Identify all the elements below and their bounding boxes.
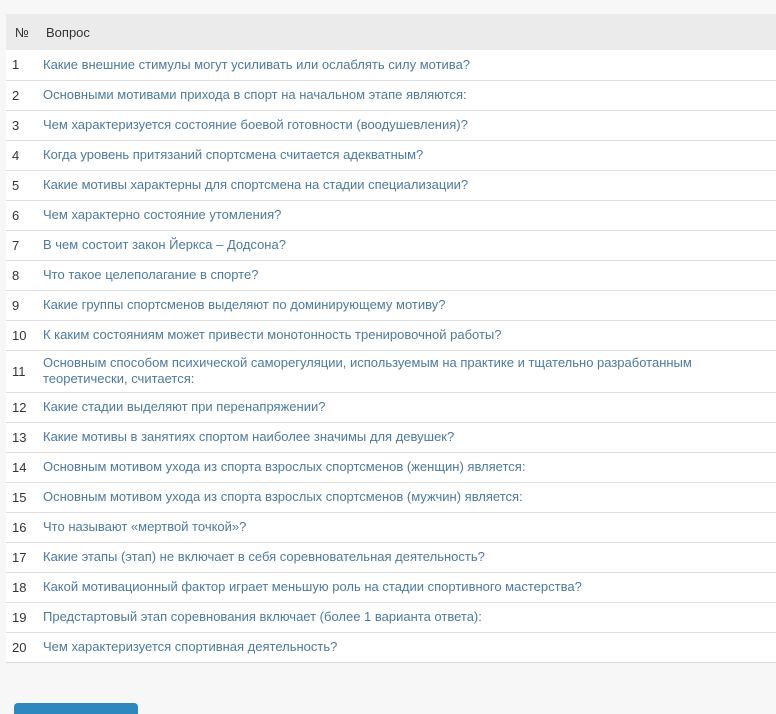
- row-number: 1: [12, 57, 20, 73]
- question-cell: [37, 80, 776, 110]
- question-link[interactable]: Чем характеризуется спортивная деятельность?: [43, 639, 338, 654]
- row-number: 8: [12, 267, 20, 283]
- question-cell: [37, 170, 776, 200]
- question-cell: [37, 632, 776, 662]
- column-header-number: №: [15, 24, 29, 40]
- row-number: 10: [12, 327, 27, 343]
- row-number: 15: [12, 489, 27, 505]
- question-cell: [37, 422, 776, 452]
- row-number: 4: [12, 147, 20, 163]
- table-row: [6, 392, 776, 422]
- question-link[interactable]: Что называют «мертвой точкой»?: [43, 519, 247, 534]
- question-link[interactable]: Какие стадии выделяют при перенапряжении?: [43, 399, 326, 414]
- table-header: [6, 14, 776, 50]
- table-row: [6, 542, 776, 572]
- question-link[interactable]: Чем характерно состояние утомления?: [43, 207, 282, 222]
- question-cell: [37, 110, 776, 140]
- questions-table: [6, 14, 776, 663]
- table-row: [6, 80, 776, 110]
- row-number: 19: [12, 609, 27, 625]
- questions-table-container: [6, 14, 776, 663]
- question-link[interactable]: Когда уровень притязаний спортсмена считается адекватным?: [43, 147, 424, 162]
- submit-button[interactable]: [14, 703, 138, 714]
- question-cell: [37, 392, 776, 422]
- row-number: 14: [12, 459, 27, 475]
- table-row: [6, 422, 776, 452]
- question-cell: [37, 50, 776, 80]
- question-cell: [37, 572, 776, 602]
- row-number: 17: [12, 549, 27, 565]
- row-number: 16: [12, 519, 27, 535]
- table-row: [6, 452, 776, 482]
- table-body: [6, 50, 776, 662]
- row-number: 12: [12, 399, 27, 415]
- question-link[interactable]: В чем состоит закон Йеркса – Додсона?: [43, 237, 286, 252]
- row-number: 9: [12, 297, 20, 313]
- table-header-row: [6, 14, 776, 50]
- question-cell: [37, 602, 776, 632]
- question-cell: [37, 200, 776, 230]
- table-row: [6, 320, 776, 350]
- row-number: 11: [12, 363, 26, 379]
- question-link[interactable]: Какие мотивы в занятиях спортом наиболее значимы для девушек?: [43, 429, 455, 444]
- table-row: [6, 632, 776, 662]
- table-row: [6, 512, 776, 542]
- table-row: [6, 230, 776, 260]
- table-row: [6, 140, 776, 170]
- question-link[interactable]: Основным мотивом ухода из спорта взрослых спортсменов (мужчин) является:: [43, 489, 523, 504]
- question-link[interactable]: Какие группы спортсменов выделяют по доминирующему мотиву?: [43, 297, 446, 312]
- column-header-question: Вопрос: [46, 24, 90, 40]
- table-row: [6, 350, 776, 392]
- question-cell: [37, 140, 776, 170]
- row-number: 5: [12, 177, 20, 193]
- question-cell: [37, 512, 776, 542]
- question-link[interactable]: Какие этапы (этап) не включает в себя соревновательная деятельность?: [43, 549, 485, 564]
- question-link[interactable]: Предстартовый этап соревнования включает (более 1 варианта ответа):: [43, 609, 482, 624]
- row-number: 7: [12, 237, 20, 253]
- question-link[interactable]: Какие мотивы характерны для спортсмена на стадии специализации?: [43, 177, 469, 192]
- table-row: [6, 200, 776, 230]
- table-row: [6, 170, 776, 200]
- question-link[interactable]: Чем характеризуется состояние боевой готовности (воодушевления)?: [43, 117, 468, 132]
- question-cell: [37, 350, 776, 392]
- table-row: [6, 50, 776, 80]
- table-row: [6, 572, 776, 602]
- question-link[interactable]: К каким состояниям может привести монотонность тренировочной работы?: [43, 327, 502, 342]
- question-link[interactable]: Что такое целеполагание в спорте?: [43, 267, 259, 282]
- row-number: 2: [12, 87, 20, 103]
- question-link[interactable]: Основными мотивами прихода в спорт на начальном этапе являются:: [43, 87, 467, 102]
- question-link[interactable]: Какой мотивационный фактор играет меньшую роль на стадии спортивного мастерства?: [43, 579, 582, 594]
- question-link[interactable]: Основным способом психической саморегуляции, используемым на практике и тщательно разработанным теоретически, считается:: [43, 355, 692, 386]
- table-row: [6, 110, 776, 140]
- question-cell: [37, 542, 776, 572]
- question-cell: [37, 230, 776, 260]
- table-row: [6, 482, 776, 512]
- row-number: 3: [12, 117, 20, 133]
- row-number: 20: [12, 639, 27, 655]
- question-cell: [37, 482, 776, 512]
- question-cell: [37, 290, 776, 320]
- row-number: 6: [12, 207, 20, 223]
- table-row: [6, 602, 776, 632]
- table-row: [6, 290, 776, 320]
- question-cell: [37, 320, 776, 350]
- table-row: [6, 260, 776, 290]
- question-cell: [37, 452, 776, 482]
- question-link[interactable]: Основным мотивом ухода из спорта взрослых спортсменов (женщин) является:: [43, 459, 526, 474]
- row-number: 13: [12, 429, 27, 445]
- question-link[interactable]: Какие внешние стимулы могут усиливать или ослаблять силу мотива?: [43, 56, 471, 72]
- row-number: 18: [12, 579, 27, 595]
- question-cell: [37, 260, 776, 290]
